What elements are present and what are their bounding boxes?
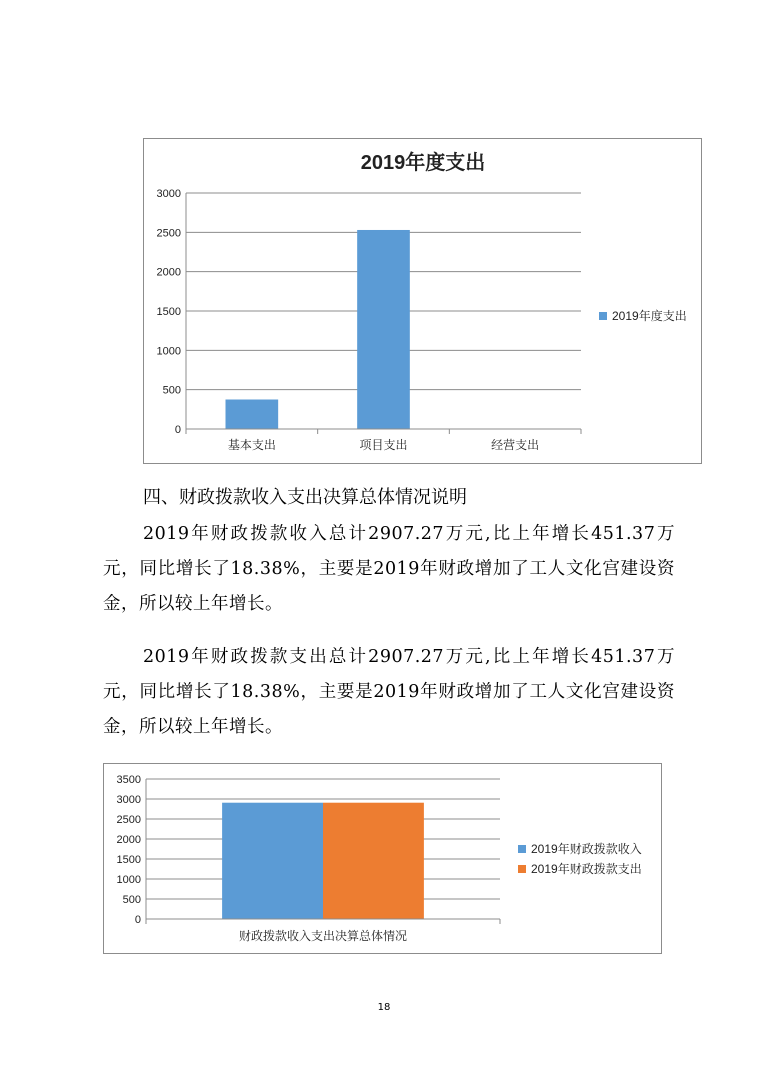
y-tick-label-1000: 1000: [156, 345, 181, 358]
bar-1-0: [323, 803, 424, 919]
page-number: 18: [377, 1002, 391, 1013]
bar-0-0: [226, 400, 279, 430]
paragraph-block: [103, 517, 675, 622]
chart-2019-expenditure: [143, 138, 702, 464]
legend-label-0: 2019年财政拨款收入: [531, 842, 642, 856]
y-tick-label-0: 0: [174, 424, 181, 436]
y-tick-label-2000: 2000: [116, 834, 141, 846]
x-category-label-1: 项目支出: [359, 438, 408, 452]
y-tick-label-2500: 2500: [116, 814, 141, 826]
y-tick-label-1500: 1500: [116, 854, 141, 866]
bar-0-1: [357, 230, 410, 429]
chart-title: 2019年度支出: [360, 152, 486, 174]
y-tick-label-500: 500: [122, 894, 141, 906]
y-tick-label-1500: 1500: [156, 306, 181, 318]
y-tick-label-3500: 3500: [116, 774, 141, 786]
section-heading: 四、财政拨款收入支出决算总体情况说明: [143, 487, 467, 508]
y-tick-label-3000: 3000: [116, 794, 141, 806]
legend-swatch-1: [518, 865, 526, 873]
legend-label-1: 2019年财政拨款支出: [531, 862, 642, 876]
chart-fiscal-allocation-svg: [104, 764, 661, 953]
chart-2019-expenditure-svg: [144, 139, 701, 463]
paragraph-income: 2019年财政拨款收入总计2907.27万元,比上年增长451.37万元，同比增长了18.38%，主要是2019年财政增加了工人文化宫建设资金，所以较上年增长。: [103, 524, 675, 614]
y-tick-label-500: 500: [162, 384, 181, 397]
bar-0-0: [222, 803, 323, 919]
y-tick-label-3000: 3000: [156, 188, 181, 200]
x-category-label-2: 经营支出: [491, 438, 540, 452]
x-category-label-0: 财政拨款收入支出决算总体情况: [238, 929, 408, 943]
paragraph-expenditure: 2019年财政拨款支出总计2907.27万元,比上年增长451.37万元，同比增长了18.38%，主要是2019年财政增加了工人文化宫建设资金，所以较上年增长。: [103, 647, 675, 737]
y-tick-label-1000: 1000: [116, 874, 141, 886]
y-tick-label-2000: 2000: [156, 266, 181, 279]
chart-fiscal-allocation: [103, 763, 662, 954]
y-tick-label-0: 0: [134, 914, 141, 926]
y-tick-label-2500: 2500: [156, 227, 181, 240]
legend-label-0: 2019年度支出: [612, 309, 687, 323]
x-category-label-0: 基本支出: [227, 438, 276, 452]
legend-swatch-0: [518, 845, 526, 853]
legend-swatch-0: [599, 312, 607, 320]
paragraph-block-2: [103, 640, 675, 745]
